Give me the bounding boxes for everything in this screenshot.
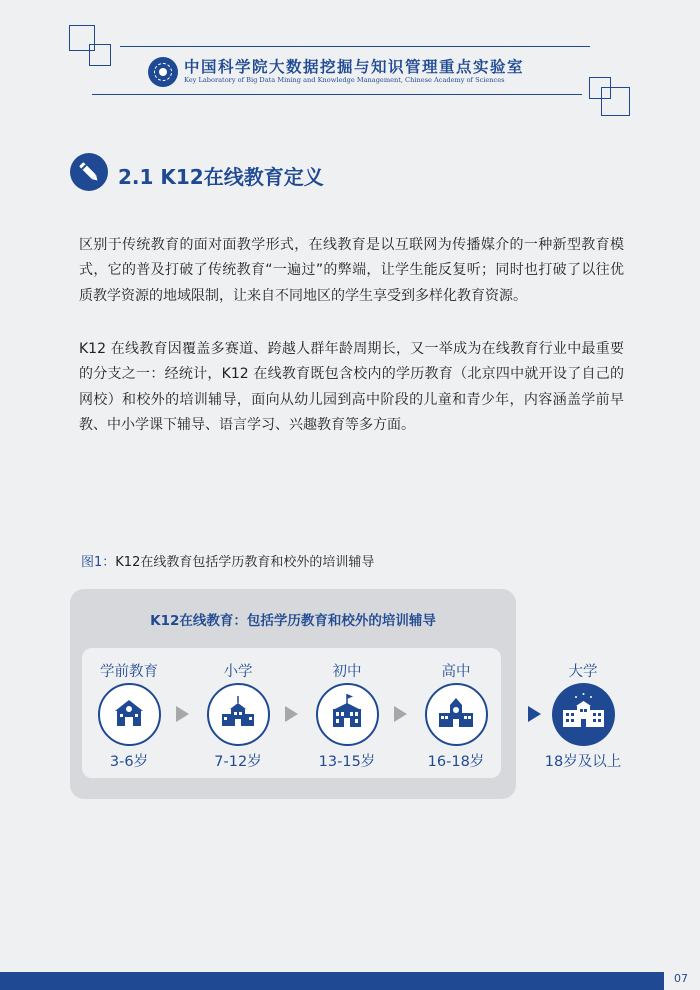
flag-school-icon	[316, 683, 379, 746]
header-org-name-english: Key Laboratory of Big Data Mining and Knowledge Management, Chinese Academy of Sciences	[184, 76, 505, 84]
section-title: 2.1 K12在线教育定义	[118, 165, 324, 189]
figure-number: 图1：	[81, 555, 116, 570]
body-paragraph: 区别于传统教育的面对面教学形式，在线教育是以互联网为传播媒介的一种新型教育模式，它的普及打破了传统教育“一遍过”的弊端，让学生能反复听；同时也打破了以往优质教学资源的地域限制，让来自不同地区的学生享受到多样化教育资源。	[79, 237, 624, 304]
arrow-right-icon	[176, 706, 189, 722]
stage-age: 16-18岁	[427, 754, 485, 770]
stage-label: 高中	[441, 664, 471, 680]
stage-age: 18岁及以上	[544, 754, 622, 770]
figure-caption-text: K12在线教育包括学历教育和校外的培训辅导	[115, 555, 375, 570]
header-org-name: 中国科学院大数据挖掘与知识管理重点实验室	[184, 57, 525, 76]
clock-tower-school-icon	[425, 683, 488, 746]
page-number: 07	[674, 972, 688, 985]
school-building-icon	[207, 683, 270, 746]
stage-label: 小学	[223, 664, 253, 680]
header-rule-bottom	[92, 94, 582, 95]
arrow-right-icon	[394, 706, 407, 722]
pen-icon	[70, 153, 108, 191]
university-icon	[552, 683, 615, 746]
cas-logo	[148, 57, 178, 87]
stage-age: 7-12岁	[214, 754, 262, 770]
stage-age: 13-15岁	[318, 754, 376, 770]
stage-label: 大学	[568, 664, 598, 680]
arrow-right-icon	[285, 706, 298, 722]
header-rule-top	[120, 46, 590, 47]
footer-bar	[0, 972, 664, 990]
stage-age: 3-6岁	[109, 754, 149, 770]
panel-title: K12在线教育：包括学历教育和校外的培训辅导	[150, 613, 436, 629]
corner-square-decoration	[601, 87, 630, 116]
stage-label: 学前教育	[100, 664, 158, 680]
figure-caption	[81, 551, 374, 570]
kindergarten-icon	[98, 683, 161, 746]
stage-label: 初中	[332, 664, 362, 680]
body-paragraph: K12 在线教育因覆盖多赛道、跨越人群年龄周期长，又一举成为在线教育行业中最重要的分支之一：经统计，K12 在线教育既包含校内的学历教育（北京四中就开设了自己的网校）和校外的培训辅导，面向从幼儿园到高中阶段的儿童和青少年，内容涵盖学前早教、中小学课下辅导、语言学习、兴趣教育等多方面。	[79, 341, 624, 433]
arrow-right-icon	[528, 706, 541, 722]
corner-square-decoration	[89, 44, 111, 66]
